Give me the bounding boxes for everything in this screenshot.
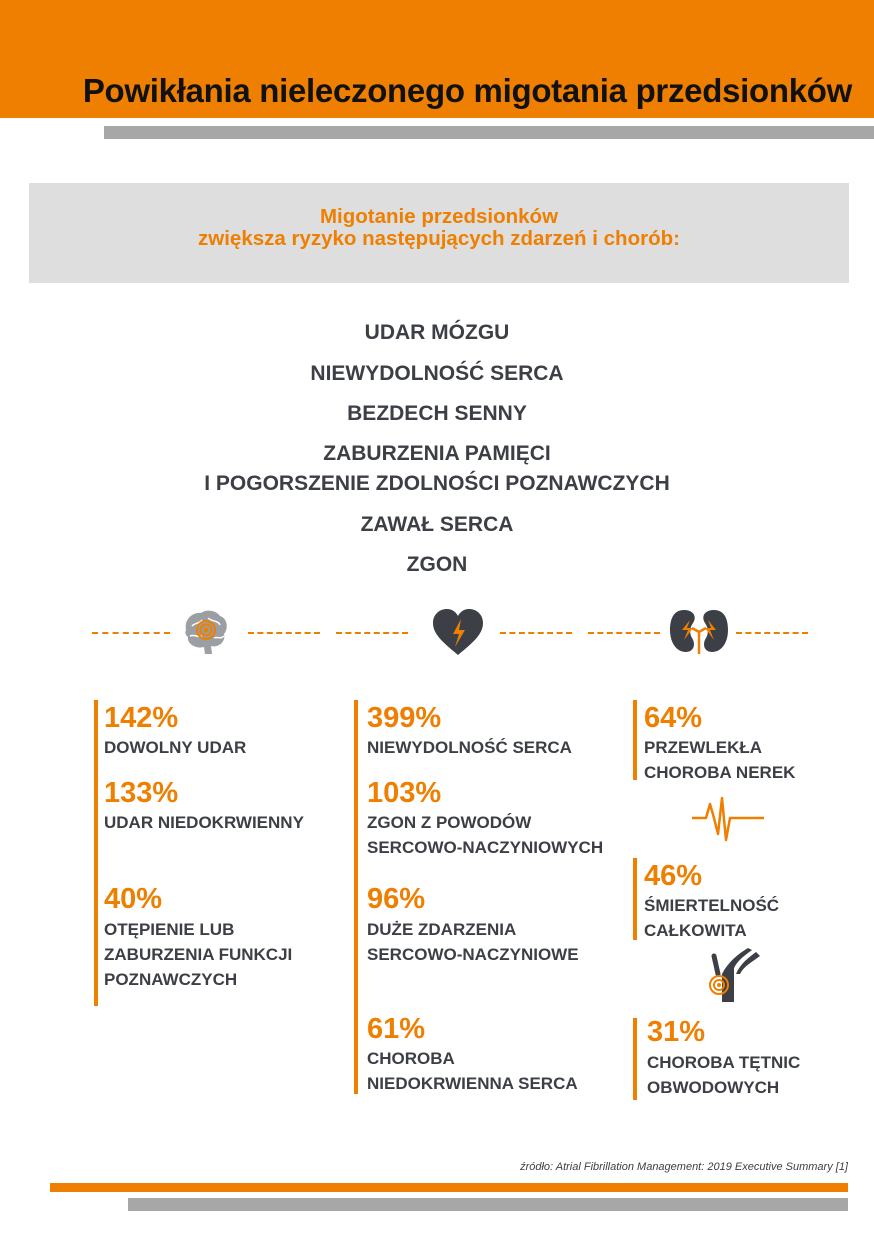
stat-label: SERCOWO-NACZYNIOWYCH — [367, 838, 604, 857]
stat-label: ZGON Z POWODÓW — [367, 813, 532, 832]
artery-icon — [704, 948, 762, 1004]
stat-label: UDAR NIEDOKRWIENNY — [104, 813, 304, 832]
divider-dash — [336, 632, 408, 634]
stat-value: 103% — [367, 777, 442, 809]
stat-label: ŚMIERTELNOŚĆ — [644, 896, 780, 915]
stat-value: 46% — [644, 860, 703, 892]
stat-value: 133% — [104, 777, 179, 809]
stat-label: PRZEWLEKŁA — [644, 738, 763, 757]
stat-value: 31% — [647, 1016, 706, 1048]
divider-dash — [500, 632, 572, 634]
stat-label: OTĘPIENIE LUB — [104, 920, 235, 939]
stat-label: CAŁKOWITA — [644, 921, 747, 940]
stat-value: 61% — [367, 1013, 426, 1045]
stat-label: NIEWYDOLNOŚĆ SERCA — [367, 738, 572, 757]
condition-heart-attack: ZAWAŁ SERCA — [360, 513, 514, 536]
stat-label: CHOROBA TĘTNIC — [647, 1053, 801, 1072]
page-title: Powikłania nieleczonego migotania przedsionków — [82, 72, 852, 109]
stat-label: OBWODOWYCH — [647, 1078, 780, 1097]
heartbeat-icon — [692, 794, 764, 846]
divider-dash — [248, 632, 320, 634]
source-ref: [1] — [832, 1161, 848, 1173]
column-3-bar — [633, 1018, 637, 1100]
stat-label: SERCOWO-NACZYNIOWE — [367, 945, 579, 964]
stat-value: 96% — [367, 883, 426, 915]
header-underline — [104, 126, 874, 139]
broken-heart-icon — [431, 607, 485, 657]
footer-gray-bar — [128, 1198, 848, 1211]
source-title: Atrial Fibrillation Management: 2019 Executive Summary — [555, 1161, 833, 1173]
stat-label: CHOROBA NEREK — [644, 763, 796, 782]
condition-sleep-apnea: BEZDECH SENNY — [347, 402, 527, 425]
condition-heart-failure: NIEWYDOLNOŚĆ SERCA — [310, 362, 564, 385]
column-2-bar — [354, 700, 358, 1094]
stat-label: DUŻE ZDARZENIA — [367, 920, 517, 939]
column-3-bar — [633, 700, 637, 780]
divider-dash — [736, 632, 808, 634]
divider-dash — [588, 632, 660, 634]
condition-memory-1: ZABURZENIA PAMIĘCI — [323, 442, 551, 465]
stat-value: 142% — [104, 702, 179, 734]
stat-label: DOWOLNY UDAR — [104, 738, 247, 757]
subtitle-line-1: Migotanie przedsionków — [319, 205, 559, 228]
kidneys-icon — [668, 606, 730, 656]
divider-dash — [92, 632, 170, 634]
stat-label: NIEDOKRWIENNA SERCA — [367, 1074, 578, 1093]
subtitle-line-2: zwiększa ryzyko następujących zdarzeń i chorób: — [198, 227, 680, 250]
stat-value: 64% — [644, 702, 703, 734]
condition-stroke: UDAR MÓZGU — [364, 321, 510, 344]
column-1-bar — [94, 700, 98, 1006]
footer-orange-bar — [50, 1183, 848, 1192]
stat-label: CHOROBA — [367, 1049, 455, 1068]
column-3-bar — [633, 858, 637, 940]
brain-icon — [180, 606, 230, 656]
source-prefix: źródło: — [520, 1161, 556, 1173]
condition-memory-2: I POGORSZENIE ZDOLNOŚCI POZNAWCZYCH — [204, 472, 670, 495]
condition-death: ZGON — [406, 553, 468, 576]
stat-value: 40% — [104, 883, 163, 915]
stat-label: POZNAWCZYCH — [104, 970, 238, 989]
stat-label: ZABURZENIA FUNKCJI — [104, 945, 293, 964]
stat-value: 399% — [367, 702, 442, 734]
source-citation — [0, 1161, 848, 1173]
